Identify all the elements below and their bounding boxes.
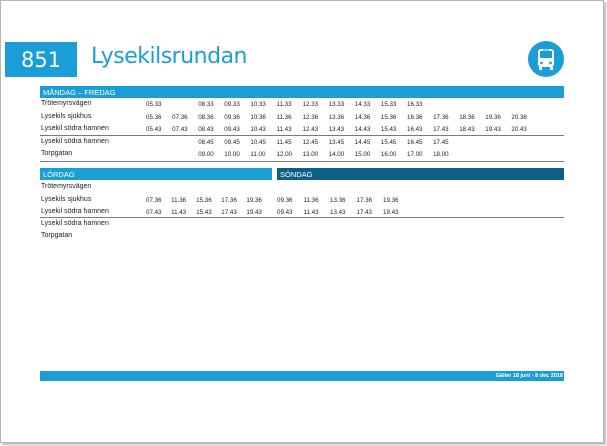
- departure-time: 13.00: [302, 150, 319, 158]
- departure-time: 16.00: [380, 150, 397, 158]
- departure-time: 15.36: [196, 196, 212, 204]
- departure-time: 17.36: [356, 196, 372, 204]
- route-number: 851: [20, 48, 62, 72]
- stop-name: Lysekils sjukhus: [41, 113, 92, 120]
- departure-time: 08.33: [198, 100, 214, 108]
- departure-time: 09.43: [224, 125, 240, 133]
- stop-name: Lysekils sjukhus: [41, 196, 92, 203]
- departure-time: 15.33: [380, 100, 397, 108]
- departure-time: 19.43: [383, 208, 399, 216]
- departure-time: 15.43: [380, 125, 397, 133]
- departure-time: 17.45: [433, 138, 449, 146]
- departure-time: 15.00: [354, 150, 371, 158]
- route-name: Lysekilsrundan: [91, 44, 248, 69]
- departure-time: 05.43: [146, 125, 162, 133]
- validity-period: Gäller 18 juni - 8 dec 2018: [495, 373, 563, 379]
- departure-time: 08.43: [198, 125, 214, 133]
- departure-time: 05.36: [146, 113, 162, 121]
- bus-icon: [528, 41, 564, 77]
- departure-time: 12.43: [302, 125, 319, 133]
- departure-time: 10.43: [250, 125, 266, 133]
- departure-time: 11.43: [276, 125, 292, 133]
- departure-time: 10.00: [224, 150, 240, 158]
- saturday-section-header: LÖRDAG: [40, 168, 272, 180]
- departure-time: 16.43: [407, 125, 423, 133]
- stop-name: Torpgatan: [41, 150, 73, 157]
- departure-time: 14.43: [354, 125, 371, 133]
- departure-time: 16.33: [407, 100, 423, 108]
- departure-time: 09.45: [224, 138, 240, 146]
- departure-time: 18.43: [459, 125, 475, 133]
- departure-time: 07.43: [146, 208, 162, 216]
- departure-time: 08.36: [198, 113, 214, 121]
- departure-time: 11.36: [276, 113, 292, 121]
- departure-time: 05.33: [146, 100, 162, 108]
- departure-time: 17.43: [433, 125, 449, 133]
- departure-time: 14.45: [354, 138, 371, 146]
- stop-name: Lysekil södra hamnen: [41, 220, 109, 227]
- departure-time: 17.00: [407, 150, 423, 158]
- row-divider: [40, 161, 564, 162]
- departure-time: 14.33: [354, 100, 371, 108]
- row-divider: [40, 217, 564, 218]
- sunday-section-header: SÖNDAG: [277, 168, 564, 180]
- departure-time: 13.33: [328, 100, 345, 108]
- weekday-section-header: MÅNDAG – FREDAG: [40, 86, 564, 98]
- departure-time: 10.36: [250, 113, 266, 121]
- departure-time: 13.43: [330, 208, 346, 216]
- departure-time: 19.36: [485, 113, 501, 121]
- stop-name: Trötemyrsvägen: [41, 183, 92, 190]
- departure-time: 10.33: [250, 100, 266, 108]
- departure-time: 07.43: [172, 125, 188, 133]
- departure-time: 09.43: [277, 208, 293, 216]
- departure-time: 19.43: [246, 208, 262, 216]
- departure-time: 13.36: [330, 196, 346, 204]
- stop-name: Torpgatan: [41, 232, 73, 239]
- departure-time: 10.45: [250, 138, 266, 146]
- departure-time: 12.33: [302, 100, 319, 108]
- departure-time: 14.36: [354, 113, 371, 121]
- departure-time: 19.43: [485, 125, 501, 133]
- departure-time: 13.36: [328, 113, 345, 121]
- departure-time: 07.36: [172, 113, 188, 121]
- bus-icon-glyph: [528, 41, 564, 77]
- departure-time: 12.36: [302, 113, 319, 121]
- departure-time: 17.43: [356, 208, 372, 216]
- departure-time: 11.43: [171, 208, 187, 216]
- departure-time: 09.36: [277, 196, 293, 204]
- departure-time: 17.43: [221, 208, 237, 216]
- departure-time: 09.00: [198, 150, 214, 158]
- departure-time: 14.00: [328, 150, 345, 158]
- departure-time: 12.45: [302, 138, 319, 146]
- stop-name: Lysekil södra hamnen: [41, 138, 109, 145]
- departure-time: 19.36: [383, 196, 399, 204]
- departure-time: 11.36: [171, 196, 187, 204]
- departure-time: 18.36: [459, 113, 475, 121]
- departure-time: 11.43: [303, 208, 319, 216]
- departure-time: 11.45: [276, 138, 292, 146]
- departure-time: 18.00: [433, 150, 449, 158]
- departure-time: 13.43: [328, 125, 345, 133]
- departure-time: 12.00: [276, 150, 292, 158]
- departure-time: 20.43: [511, 125, 527, 133]
- footer-bar: [40, 371, 564, 381]
- departure-time: 13.45: [328, 138, 345, 146]
- departure-time: 19.36: [246, 196, 262, 204]
- departure-time: 11.36: [303, 196, 319, 204]
- row-divider: [40, 135, 564, 136]
- stop-name: Lysekil södra hamnen: [41, 208, 109, 215]
- departure-time: 07.36: [146, 196, 162, 204]
- departure-time: 15.45: [380, 138, 397, 146]
- departure-time: 09.36: [224, 113, 240, 121]
- departure-time: 11.33: [276, 100, 292, 108]
- departure-time: 11.00: [250, 150, 266, 158]
- departure-time: 15.43: [196, 208, 212, 216]
- departure-time: 15.36: [380, 113, 397, 121]
- departure-time: 16.36: [407, 113, 423, 121]
- departure-time: 08.45: [198, 138, 214, 146]
- stop-name: Lysekil södra hamnen: [41, 125, 109, 132]
- departure-time: 20.36: [511, 113, 527, 121]
- departure-time: 16.45: [407, 138, 423, 146]
- departure-time: 17.36: [433, 113, 449, 121]
- departure-time: 17.36: [221, 196, 237, 204]
- departure-time: 09.33: [224, 100, 240, 108]
- stop-name: Trötemyrsvägen: [41, 100, 92, 107]
